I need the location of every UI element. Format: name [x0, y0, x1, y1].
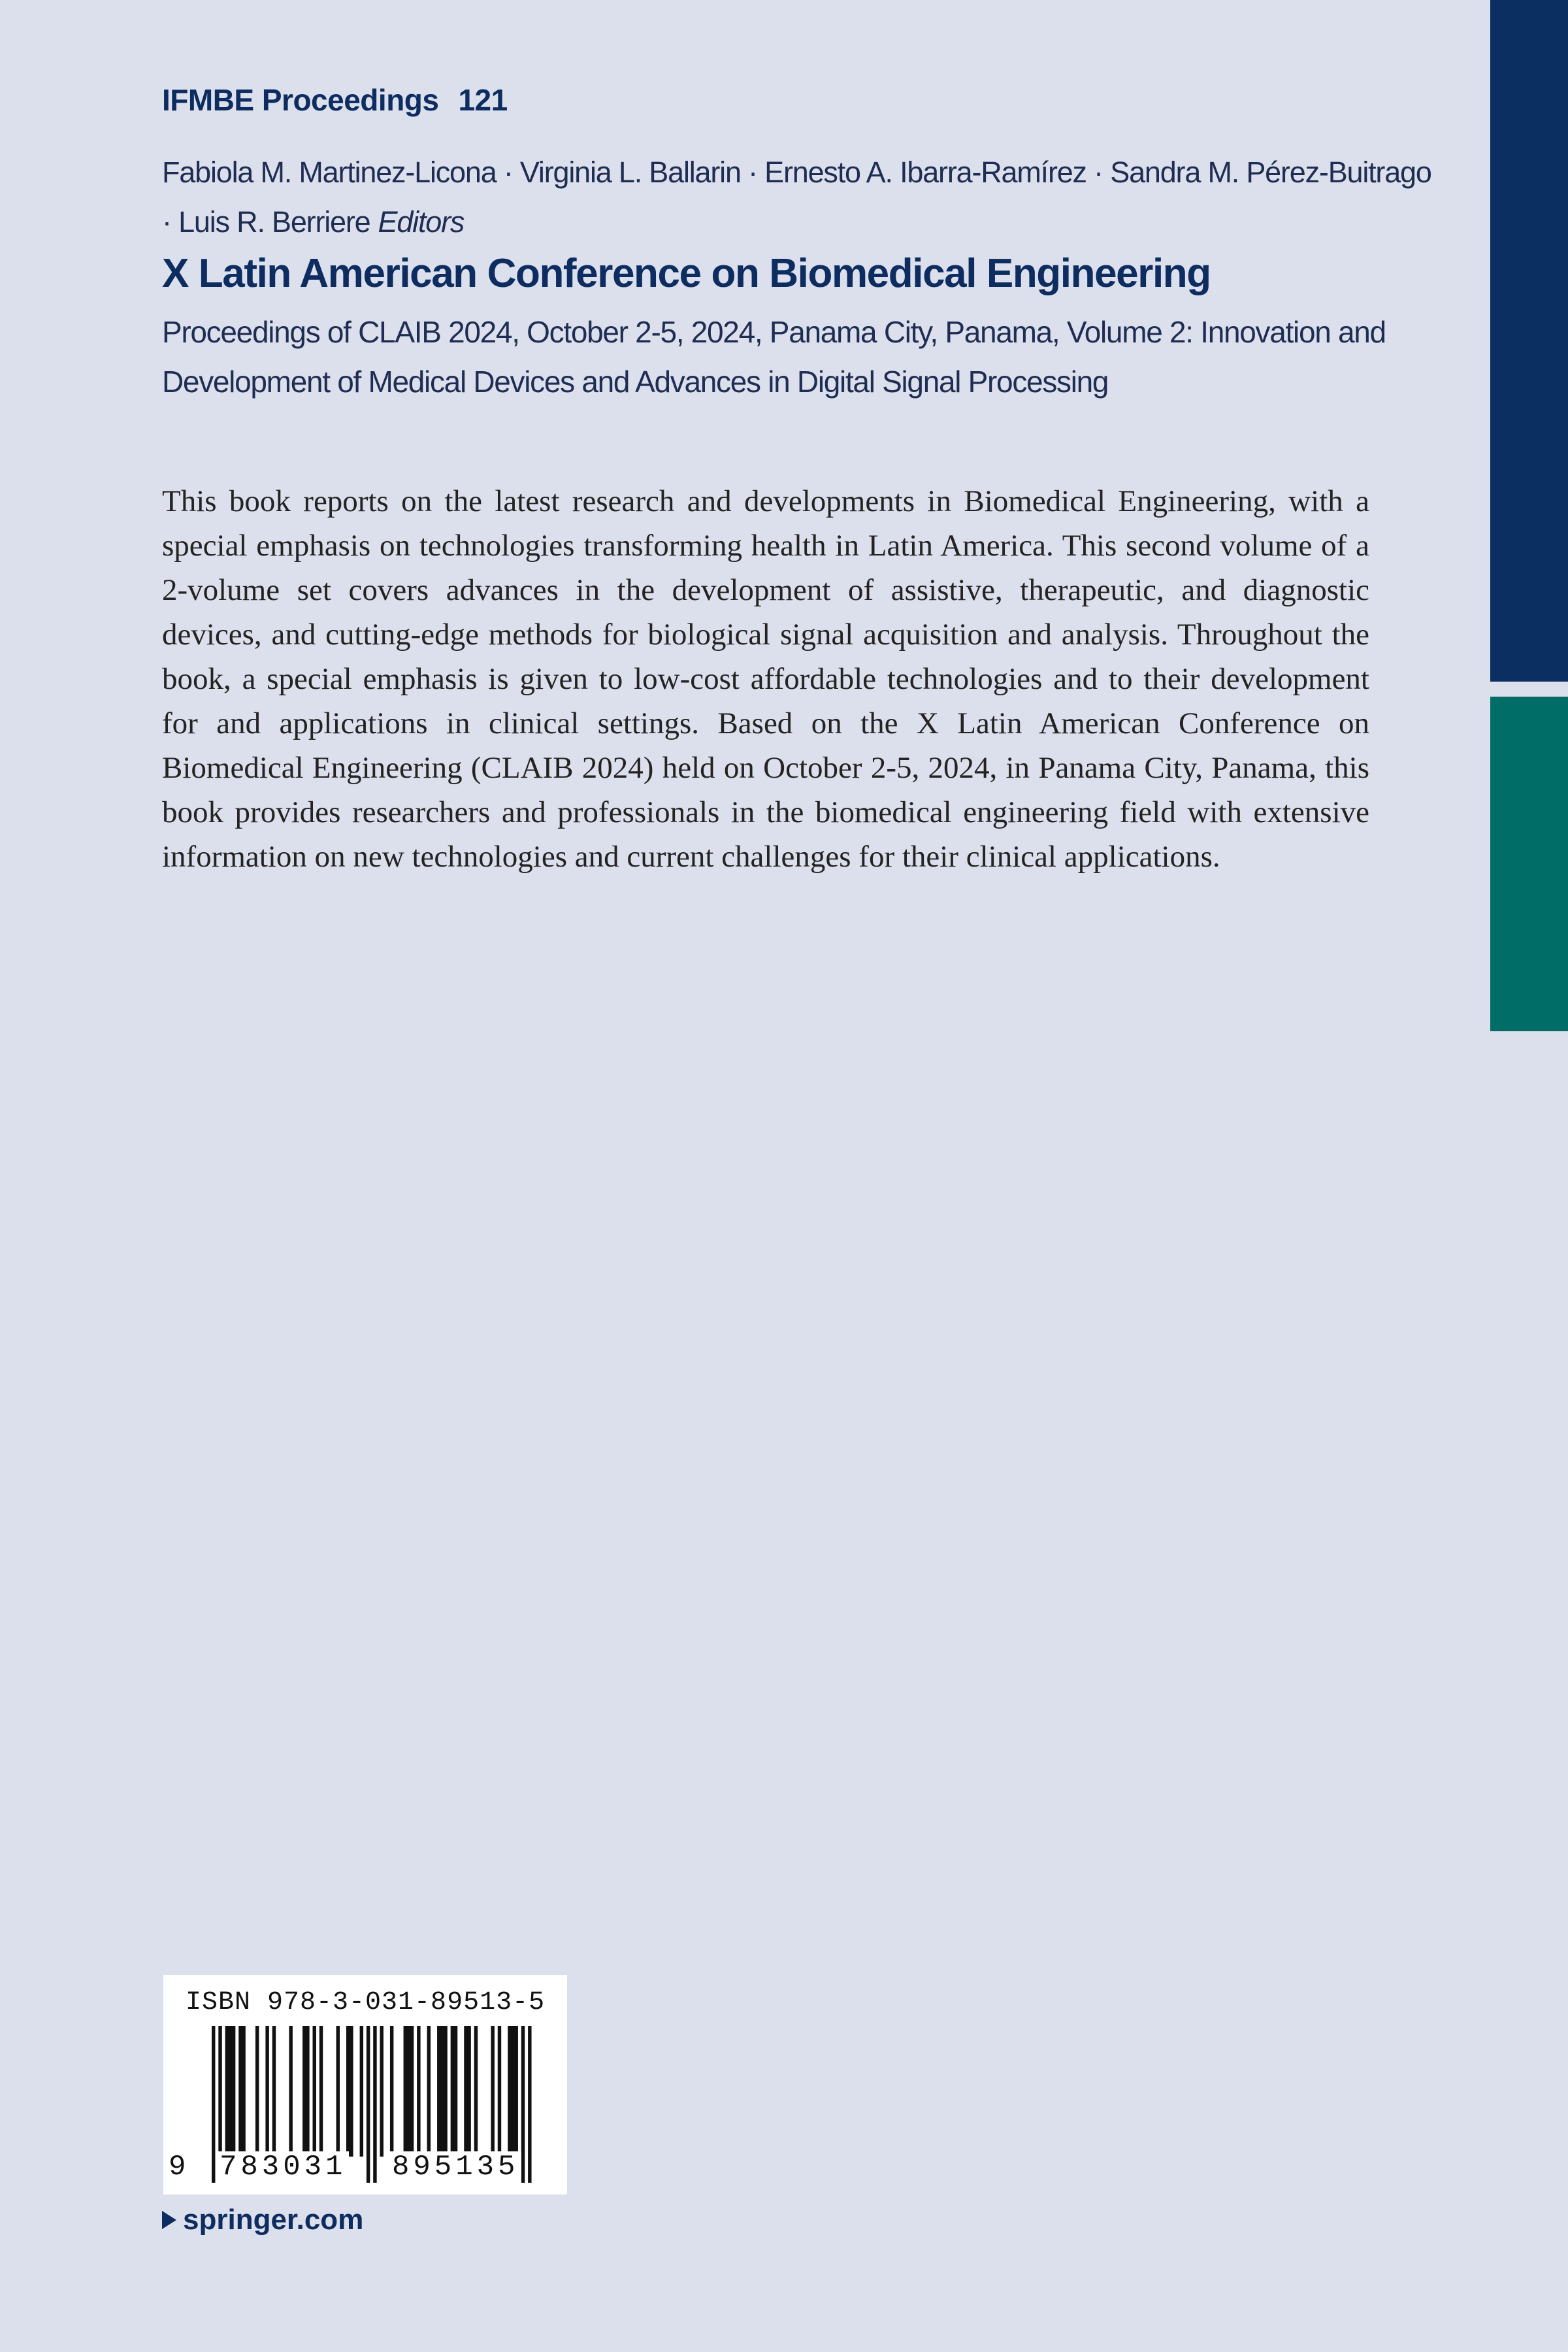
- barcode-bar: [511, 2026, 514, 2157]
- barcode-bar: [313, 2026, 316, 2157]
- barcode-bar: [454, 2026, 457, 2157]
- arrow-right-icon: [162, 2211, 176, 2229]
- barcode-bar: [367, 2026, 370, 2183]
- book-title: X Latin American Conference on Biomedical Engineering: [162, 251, 1211, 296]
- barcode-bar: [302, 2026, 306, 2157]
- isbn-barcode: [163, 1975, 567, 2195]
- barcode-bar: [437, 2026, 440, 2157]
- barcode-bar: [498, 2026, 501, 2157]
- editors-role: Editors: [378, 205, 465, 239]
- barcode-bar: [232, 2026, 235, 2157]
- barcode-bar: [508, 2026, 511, 2157]
- editor-names: Fabiola M. Martinez-Licona · Virginia L. Ballarin · Ernesto A. Ibarra-Ramírez · Sandra M. Pérez-Buitrago · Luis R. Berriere: [162, 156, 1431, 239]
- book-subtitle: Proceedings of CLAIB 2024, October 2-5, 2024, Panama City, Panama, Volume 2: Innovation and Development of Medical Devices and Advances in Digital Signal Processing: [162, 315, 1386, 399]
- publisher-url: springer.com: [183, 2204, 364, 2236]
- barcode-bar: [306, 2026, 309, 2157]
- barcode-bar: [528, 2026, 531, 2183]
- publisher-link[interactable]: [162, 2204, 363, 2236]
- barcode-bar: [346, 2026, 350, 2157]
- barcode-bar: [417, 2026, 420, 2157]
- series-number: 121: [458, 83, 508, 117]
- barcode-bar: [440, 2026, 444, 2157]
- barcode-bar: [238, 2026, 242, 2157]
- barcode-bar: [444, 2026, 447, 2157]
- barcode-bar: [373, 2026, 376, 2183]
- barcode-bar: [427, 2026, 431, 2157]
- barcode-bar: [336, 2026, 340, 2157]
- barcode-left-digits: 783031: [217, 2151, 349, 2183]
- barcode-bar: [380, 2026, 384, 2157]
- isbn-label: ISBN 978-3-031-89513-5: [186, 1988, 546, 2017]
- barcode-bar: [242, 2026, 245, 2157]
- barcode-bar: [474, 2026, 478, 2157]
- series-name: IFMBE Proceedings: [162, 83, 439, 117]
- barcode-first-digit: 9: [169, 2151, 186, 2183]
- barcode-bar: [515, 2026, 518, 2157]
- barcode-bar: [390, 2026, 393, 2157]
- barcode-bar: [265, 2026, 269, 2157]
- barcode-bar: [289, 2026, 292, 2157]
- barcode-bar: [255, 2026, 259, 2157]
- editors-line: [162, 148, 1443, 247]
- barcode-bar: [272, 2026, 276, 2157]
- barcode-bar: [229, 2026, 232, 2157]
- barcode-right-digits: 895135: [389, 2151, 521, 2183]
- navy-color-band: [1490, 0, 1568, 682]
- barcode-bar: [451, 2026, 454, 2157]
- barcode-bar: [467, 2026, 470, 2157]
- barcode-bar: [360, 2026, 363, 2157]
- barcode-bar: [350, 2026, 353, 2157]
- barcode-bar: [404, 2026, 407, 2157]
- barcode-bar: [464, 2026, 467, 2157]
- barcode-bar: [410, 2026, 414, 2157]
- barcode-bar: [407, 2026, 410, 2157]
- barcode-bar: [491, 2026, 494, 2157]
- teal-color-band: [1490, 697, 1568, 1031]
- series-heading: [162, 82, 508, 118]
- book-description: This book reports on the latest research and developments in Biomedical Engineering, with a special emphasis on technologies transforming health in Latin America. This second volume of a 2-volume set covers advances in the development of assistive, therapeutic, and diagnostic devices, and cutting-edge methods for biological signal acquisition and analysis. Throughout the book, a special emphasis is given to low-cost affordable technologies and to their development for and applications in clinical settings. Based on the X Latin American Conference on Biomedical Engineering (CLAIB 2024) held on October 2-5, 2024, in Panama City, Panama, this book provides researchers and professionals in the biomedical engineering field with extensive information on new technologies and current challenges for their clinical applications.: [162, 484, 1369, 874]
- barcode-bar: [225, 2026, 229, 2157]
- barcode-bar: [319, 2026, 323, 2157]
- barcode-bar: [212, 2026, 215, 2183]
- barcode-bar: [521, 2026, 525, 2183]
